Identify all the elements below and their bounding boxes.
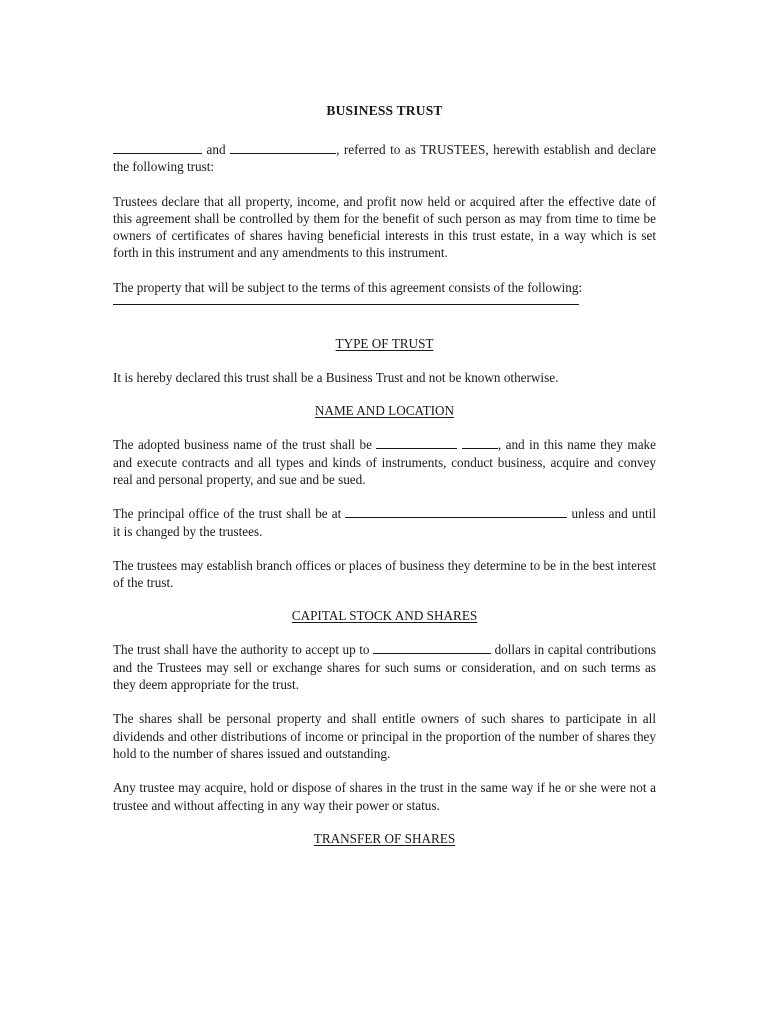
type-of-trust-heading: TYPE OF TRUST	[335, 336, 434, 352]
principal-office-paragraph	[113, 505, 656, 540]
capital-stock-heading: CAPITAL STOCK AND SHARES	[291, 608, 478, 624]
business-name-blank[interactable]	[376, 437, 457, 449]
document-title: BUSINESS TRUST	[326, 103, 443, 118]
transfer-of-shares-heading: TRANSFER OF SHARES	[313, 830, 456, 846]
shares-personal-property-paragraph: The shares shall be personal property and shall entitle owners of such shares to participate in all dividends and other distributions of income or principal in the proportion of the number of shares they hold to the number of shares issued and outstanding.	[113, 711, 656, 761]
capital-authority-text-b: dollars in capital contributions and the Trustees may sell or exchange shares for such sums or consideration, and on such terms as they deem appropriate for the trust.	[113, 642, 657, 693]
trustee-one-blank[interactable]	[113, 142, 202, 154]
principal-office-text-b: unless and until it is changed by the trustees.	[113, 506, 656, 539]
trustee-two-blank[interactable]	[230, 142, 336, 154]
capital-authority-text-a: The trust shall have the authority to accept up to	[113, 642, 370, 658]
intro-paragraph	[113, 141, 656, 176]
branch-offices-paragraph: The trustees may establish branch offices or places of business they determine to be in the best interest of the trust.	[113, 557, 656, 591]
intro-and: and	[206, 142, 226, 157]
business-name-text-a: The adopted business name of the trust shall be	[113, 437, 372, 453]
principal-office-blank[interactable]	[345, 506, 567, 518]
business-name-text-b: , and in this name they make and execute contracts and all types and kinds of instruments, conduct business, acquire and convey real and personal property, and sue and be sued.	[113, 437, 656, 487]
property-blank-line[interactable]	[113, 296, 579, 305]
business-name-blank-2[interactable]	[462, 437, 498, 449]
property-paragraph: The property that will be subject to the terms of this agreement consists of the following:	[113, 279, 583, 295]
declaration-paragraph: Trustees declare that all property, income, and profit now held or acquired after the effective date of this agreement shall be controlled by them for the benefit of such person as may from time to time be owners of certificates of shares having beneficial interests in this trust estate, in a way which is set forth in this instrument and any amendments to this instrument.	[113, 193, 656, 261]
document-page	[113, 103, 656, 847]
type-of-trust-paragraph: It is hereby declared this trust shall be a Business Trust and not be known otherwise.	[113, 370, 559, 386]
capital-amount-blank[interactable]	[373, 642, 491, 654]
business-name-paragraph	[113, 436, 656, 488]
capital-authority-paragraph	[113, 641, 656, 693]
principal-office-text-a: The principal office of the trust shall be at	[113, 506, 342, 522]
intro-text: , referred to as TRUSTEES, herewith establish and declare the following trust:	[113, 142, 657, 175]
name-and-location-heading: NAME AND LOCATION	[314, 403, 455, 419]
trustee-shares-paragraph: Any trustee may acquire, hold or dispose of shares in the trust in the same way if he or she were not a trustee and without affecting in any way their power or status.	[113, 780, 656, 813]
